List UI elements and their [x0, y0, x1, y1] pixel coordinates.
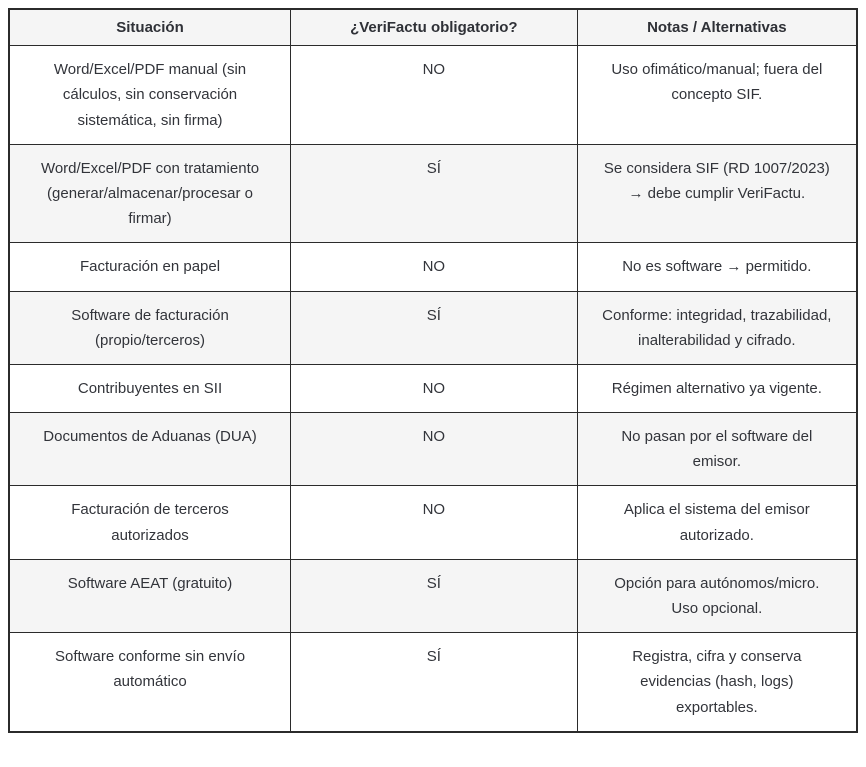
table-row [9, 243, 857, 291]
table-row [9, 144, 857, 243]
cell-notas: Uso ofimático/manual; fuera del concepto SIF. [577, 46, 857, 145]
cell-obligatorio: SÍ [291, 559, 578, 632]
cell-obligatorio: NO [291, 243, 578, 291]
column-header-situacion: Situación [9, 9, 291, 46]
cell-notas: Conforme: integridad, trazabilidad, inalterabilidad y cifrado. [577, 291, 857, 364]
verifactu-table [8, 8, 858, 733]
cell-situacion: Facturación de terceros autorizados [9, 486, 291, 559]
cell-situacion: Word/Excel/PDF manual (sin cálculos, sin conservación sistemática, sin firma) [9, 46, 291, 145]
cell-obligatorio: NO [291, 413, 578, 486]
cell-notas: Régimen alternativo ya vigente. [577, 364, 857, 412]
table-row [9, 291, 857, 364]
table-row [9, 633, 857, 732]
table-row [9, 486, 857, 559]
table-row [9, 364, 857, 412]
cell-obligatorio: NO [291, 46, 578, 145]
cell-notas: Opción para autónomos/micro. Uso opcional. [577, 559, 857, 632]
cell-obligatorio: NO [291, 486, 578, 559]
table-row [9, 46, 857, 145]
column-header-notas-alternativas: Notas / Alternativas [577, 9, 857, 46]
cell-situacion: Word/Excel/PDF con tratamiento (generar/almacenar/procesar o firmar) [9, 144, 291, 243]
cell-obligatorio: SÍ [291, 291, 578, 364]
cell-notas: Se considera SIF (RD 1007/2023) → debe cumplir VeriFactu. [577, 144, 857, 243]
header-row [9, 9, 857, 46]
cell-notas: Registra, cifra y conserva evidencias (hash, logs) exportables. [577, 633, 857, 732]
cell-obligatorio: SÍ [291, 633, 578, 732]
cell-notas: Aplica el sistema del emisor autorizado. [577, 486, 857, 559]
cell-notas: No pasan por el software del emisor. [577, 413, 857, 486]
cell-notas: No es software → permitido. [577, 243, 857, 291]
table-header [9, 9, 857, 46]
table-row [9, 413, 857, 486]
cell-situacion: Software conforme sin envío automático [9, 633, 291, 732]
table-row [9, 559, 857, 632]
cell-situacion: Contribuyentes en SII [9, 364, 291, 412]
table-body [9, 46, 857, 732]
cell-obligatorio: NO [291, 364, 578, 412]
cell-situacion: Documentos de Aduanas (DUA) [9, 413, 291, 486]
cell-situacion: Software de facturación (propio/terceros) [9, 291, 291, 364]
cell-situacion: Software AEAT (gratuito) [9, 559, 291, 632]
cell-obligatorio: SÍ [291, 144, 578, 243]
column-header-verifactu-obligatorio: ¿VeriFactu obligatorio? [291, 9, 578, 46]
cell-situacion: Facturación en papel [9, 243, 291, 291]
